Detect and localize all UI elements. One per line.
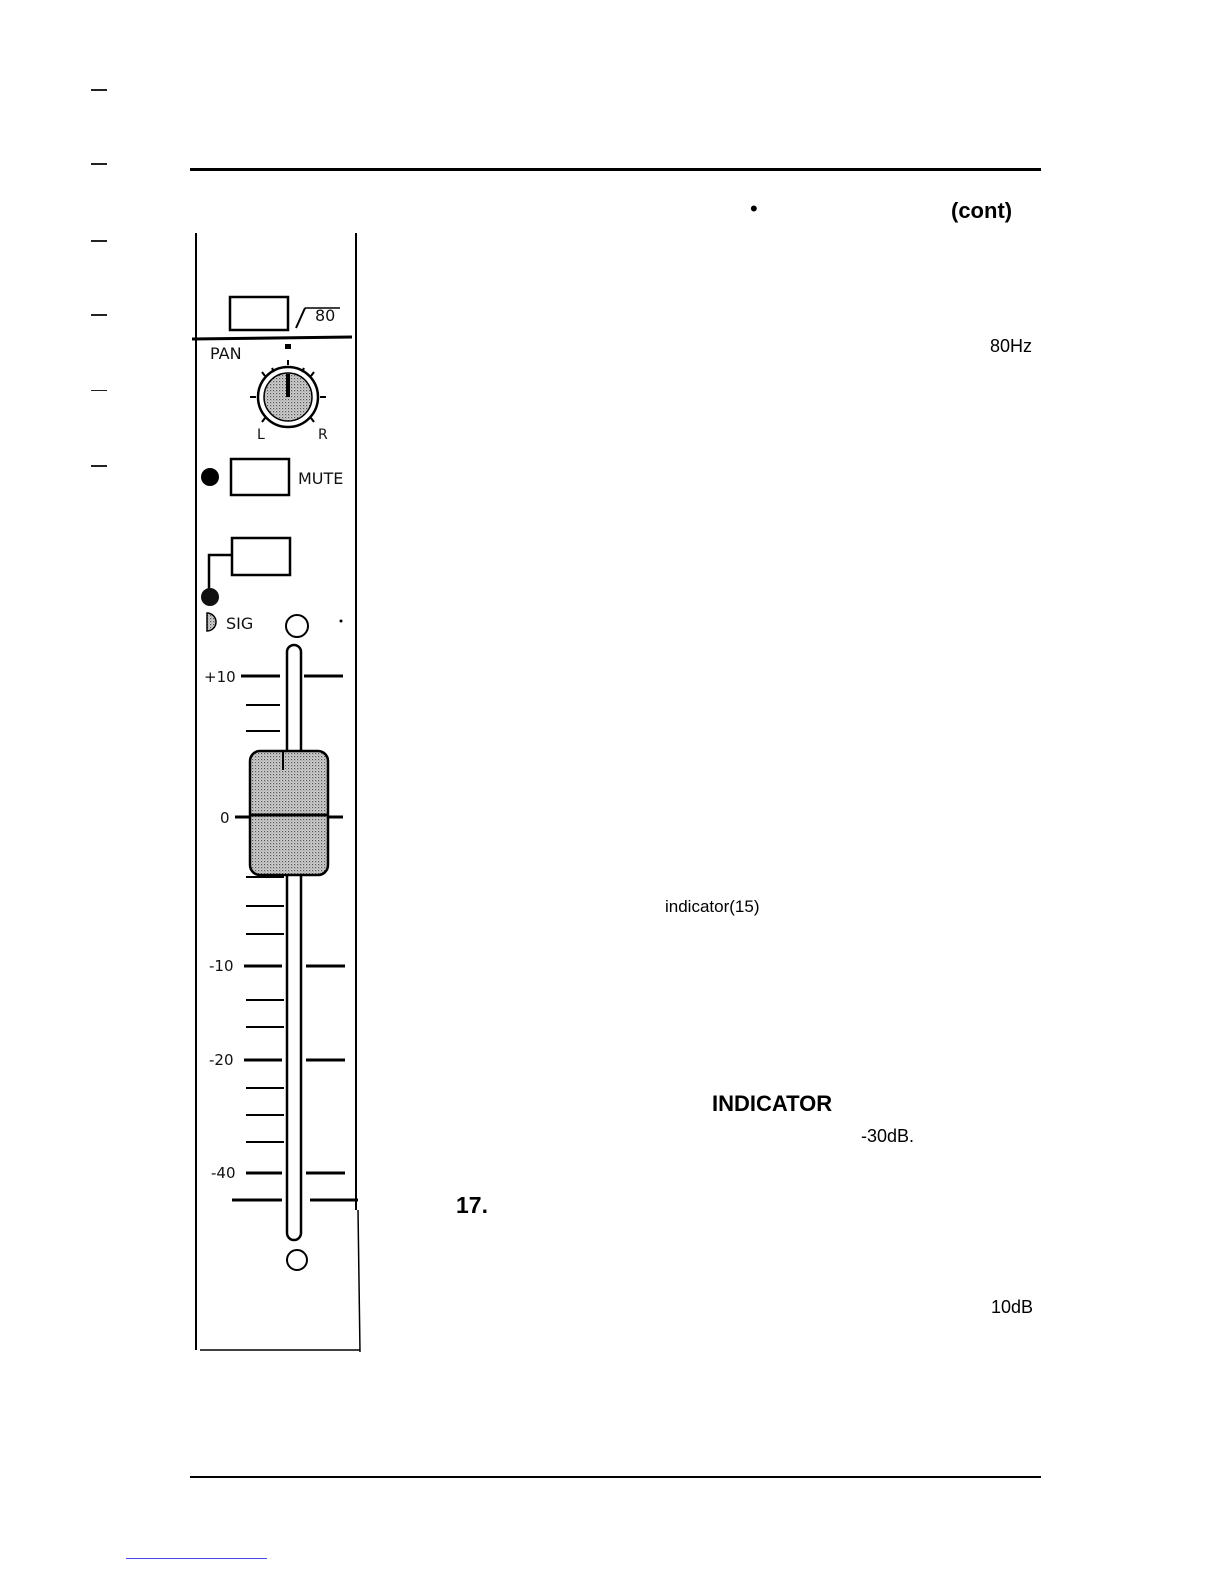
footer-rule (190, 1476, 1041, 1478)
mute-label: MUTE (298, 469, 344, 488)
scan-edge-line (126, 1558, 267, 1559)
hpf-label: 80 (315, 306, 336, 325)
pan-label: PAN (210, 344, 242, 363)
fader-scale-label: +10 (204, 668, 236, 686)
freq-text: 80Hz (990, 336, 1033, 356)
gain-text: 10dB (991, 1297, 1034, 1317)
sig-label: SIG (226, 614, 254, 633)
pan-right-label: R (318, 427, 328, 443)
fader-scale-label: 0 (220, 809, 230, 827)
fader-scale-label: -20 (209, 1051, 234, 1069)
header-dot: • (750, 196, 758, 221)
fader-scale-label: -40 (211, 1164, 236, 1182)
fader-scale-label: -10 (209, 957, 234, 975)
indicator-heading: INDICATOR (712, 1091, 833, 1116)
item-number: 17. (456, 1192, 488, 1218)
threshold-text: -30dB. (861, 1126, 915, 1146)
header-cont: (cont) (951, 198, 1013, 223)
pan-left-label: L (257, 427, 265, 443)
indicator-ref-text: indicator(15) (665, 897, 760, 916)
